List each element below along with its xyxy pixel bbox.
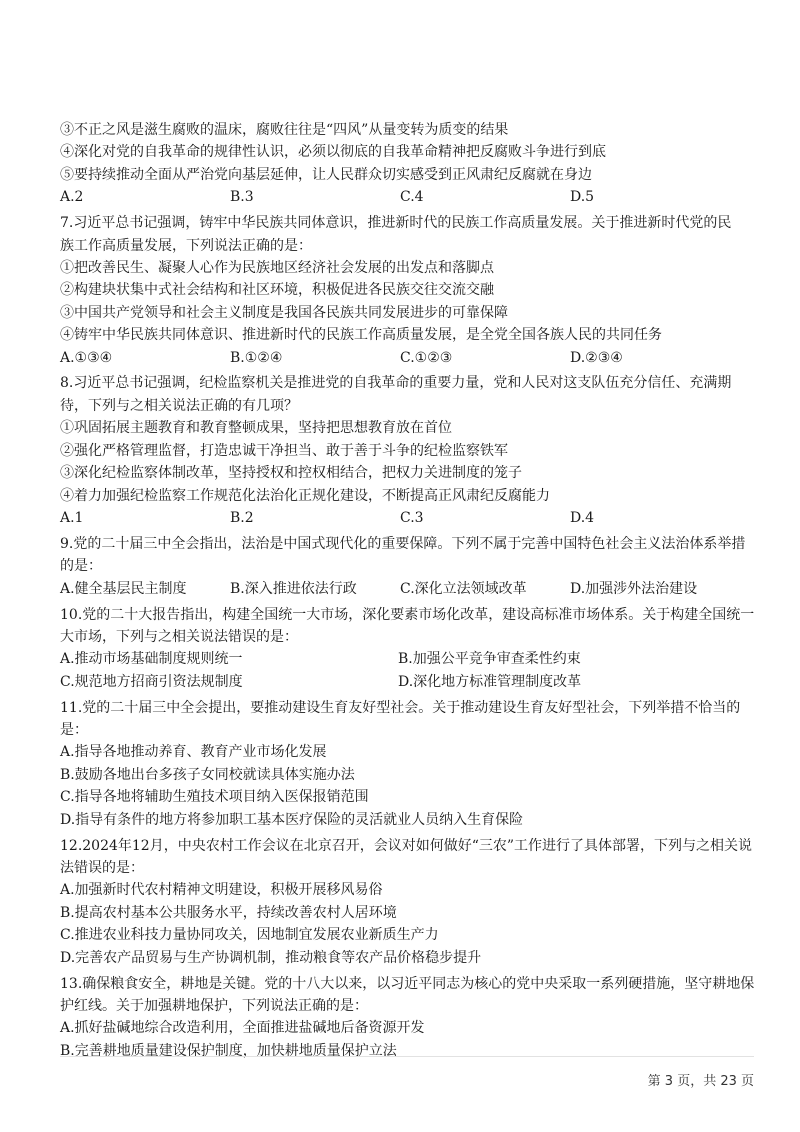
- option-b: B.2: [230, 509, 254, 526]
- question-stem: 的是：: [60, 558, 102, 575]
- statement-item: ③不正之风是滋生腐败的温床，腐败往往是“四风”从量变转为质变的结果: [60, 122, 509, 138]
- option-d: D.加强涉外法治建设: [570, 580, 698, 597]
- option-c: C.深化立法领域改革: [400, 580, 527, 597]
- option-b: B.提高农村基本公共服务水平，持续改善农村人居环境: [60, 904, 397, 921]
- answer-options: [60, 186, 750, 208]
- option-b: B.完善耕地质量建设保护制度，加快耕地质量保护立法: [60, 1042, 397, 1059]
- option-a: A.①③④: [60, 349, 113, 366]
- question-9: [60, 533, 750, 600]
- question-12: [60, 835, 753, 969]
- option-c: C.3: [400, 509, 424, 526]
- question-stem: 10.党的二十大报告指出，构建全国统一大市场，深化要素市场化改革，建设高标准市场体系。关于构建全国统一: [60, 606, 755, 623]
- option-c: C.推进农业科技力量协同攻关，因地制宜发展农业新质生产力: [60, 927, 439, 944]
- question-13: [60, 973, 755, 1063]
- question-stem: 族工作高质量发展，下列说法正确的是：: [60, 237, 312, 254]
- option-a: A.1: [60, 509, 84, 526]
- option-d: D.完善农产品贸易与生产协调机制，推动粮食等农产品价格稳步提升: [60, 949, 482, 966]
- statement-item: ①把改善民生、凝聚人心作为民族地区经济社会发展的出发点和落脚点: [60, 259, 494, 276]
- question-stem: 8.习近平总书记强调，纪检监察机关是推进党的自我革命的重要力量，党和人民对这支队伍充分信任、充满期: [60, 375, 732, 392]
- question-7: [60, 212, 750, 369]
- option-d: D.5: [570, 189, 595, 206]
- option-a: A.推动市场基础制度规则统一: [60, 651, 243, 668]
- statement-item: ③深化纪检监察体制改革，坚持授权和控权相结合，把权力关进制度的笼子: [60, 465, 522, 482]
- option-a: A.抓好盐碱地综合改造利用，全面推进盐碱地后备资源开发: [60, 1020, 425, 1037]
- statement-item: ④铸牢中华民族共同体意识、推进新时代的民族工作高质量发展，是全党全国各族人民的共同任务: [60, 327, 662, 344]
- option-d: D.深化地方标准管理制度改革: [398, 673, 582, 690]
- footer-divider: [60, 1056, 754, 1057]
- statement-item: ⑤要持续推动全面从严治党向基层延伸，让人民群众切实感受到正风肃纪反腐就在身边: [60, 166, 592, 183]
- option-a: A.加强新时代农村精神文明建设，积极开展移风易俗: [60, 882, 383, 899]
- option-a: A.健全基层民主制度: [60, 580, 187, 597]
- option-b: B.加强公平竞争审查柔性约束: [398, 651, 581, 668]
- option-c: C.①②③: [400, 349, 453, 366]
- question-stem: 11.党的二十届三中全会提出，要推动建设生育友好型社会。关于推动建设生育友好型社会，下列举措不恰当的: [60, 699, 741, 716]
- question-stem: 13.确保粮食安全，耕地是关键。党的十八大以来，以习近平同志为核心的党中央采取一系列硬措施，坚守耕地保: [60, 975, 755, 992]
- statement-item: ①巩固拓展主题教育和教育整顿成果，坚持把思想教育放在首位: [60, 420, 452, 437]
- answer-options: [60, 507, 750, 529]
- option-d: D.指导有条件的地方将参加职工基本医疗保险的灵活就业人员纳入生育保险: [60, 811, 524, 828]
- option-a: A.指导各地推动养育、教育产业市场化发展: [60, 744, 327, 761]
- page-content: [60, 119, 755, 1062]
- option-c: C.4: [400, 189, 424, 206]
- option-a: A.2: [60, 189, 84, 206]
- statement-item: ②强化严格管理监督，打造忠诚干净担当、敢于善于斗争的纪检监察铁军: [60, 442, 508, 459]
- page-number: 第 3 页，共 23 页: [647, 1074, 754, 1089]
- statement-item: ④着力加强纪检监察工作规范化法治化正规化建设，不断提高正风肃纪反腐能力: [60, 487, 550, 504]
- question-stem: 9.党的二十届三中全会指出，法治是中国式现代化的重要保障。下列不属于完善中国特色社会主义法治体系举措: [60, 535, 746, 552]
- question-stem: 是：: [60, 722, 88, 739]
- statement-item: ③中国共产党领导和社会主义制度是我国各民族共同发展进步的可靠保障: [60, 304, 508, 321]
- question-stem: 7.习近平总书记强调，铸牢中华民族共同体意识，推进新时代的民族工作高质量发展。关于推进新时代党的民: [60, 215, 732, 232]
- statement-item: ④深化对党的自我革命的规律性认识，必须以彻底的自我革命精神把反腐败斗争进行到底: [60, 144, 606, 161]
- question-11: [60, 697, 750, 831]
- option-b: B.深入推进依法行政: [230, 580, 357, 597]
- option-b: B.3: [230, 189, 254, 206]
- question-10: [60, 604, 755, 694]
- answer-options-row-2: [60, 671, 750, 693]
- answer-options-row-1: [60, 648, 750, 670]
- option-b: B.①②④: [230, 349, 283, 366]
- question-stem: 待，下列与之相关说法正确的有几项？: [60, 397, 298, 414]
- option-d: D.4: [570, 509, 595, 526]
- question-8: [60, 372, 750, 529]
- answer-options: [60, 578, 750, 600]
- question-stem: 12.2024年12月，中央农村工作会议在北京召开，会议对如何做好“三农”工作进行了具体部署，下列与之相关说: [60, 837, 753, 854]
- question-stem: 护红线。关于加强耕地保护，下列说法正确的是：: [60, 997, 368, 1014]
- question-6-continued: [60, 119, 750, 209]
- statement-item: ②构建块状集中式社会结构和社区环境，积极促进各民族交往交流交融: [60, 282, 494, 299]
- option-d: D.②③④: [570, 349, 623, 366]
- question-stem: 法错误的是：: [60, 860, 144, 876]
- option-b: B.鼓励各地出台多孩子女同校就读具体实施办法: [60, 766, 355, 783]
- question-stem: 大市场，下列与之相关说法错误的是：: [60, 628, 298, 645]
- option-c: C.指导各地将辅助生殖技术项目纳入医保报销范围: [60, 789, 369, 806]
- option-c: C.规范地方招商引资法规制度: [60, 673, 243, 690]
- answer-options: [60, 347, 750, 369]
